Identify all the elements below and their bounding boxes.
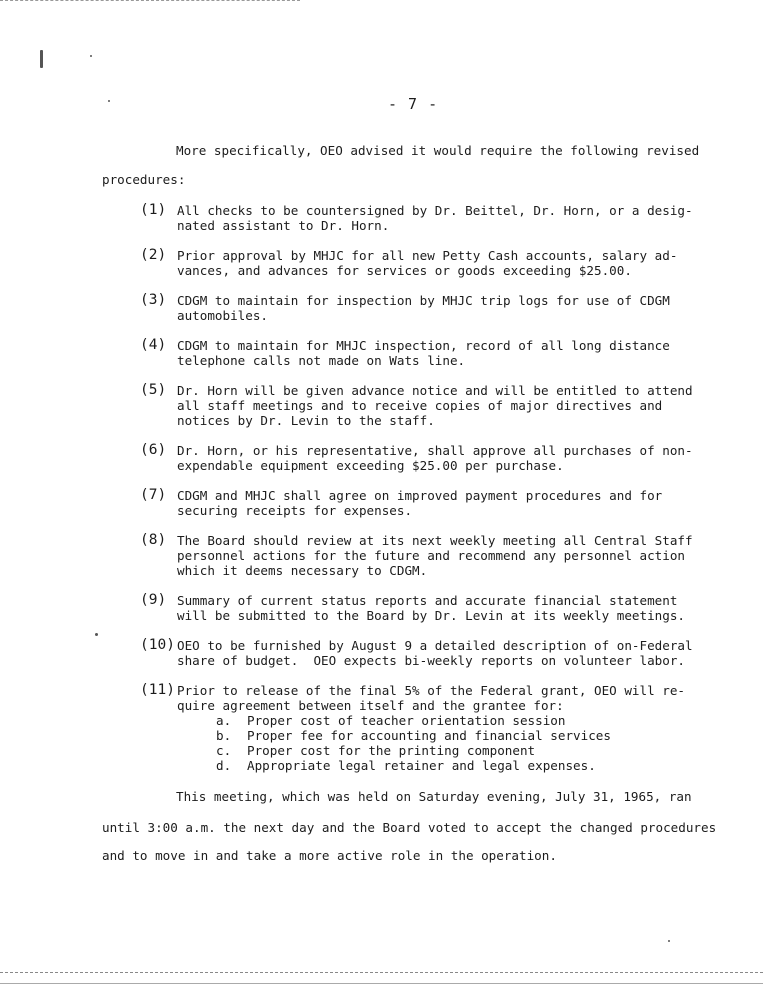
item-text — [177, 338, 670, 368]
item-text-line: securing receipts for expenses. — [177, 503, 413, 518]
closing-line-2: until 3:00 a.m. the next day and the Board voted to accept the changed procedures — [102, 820, 717, 835]
item-text — [177, 488, 662, 518]
item-number: (9) — [140, 592, 167, 608]
item-number: (4) — [140, 337, 167, 353]
subitem-letter: d. — [216, 758, 232, 773]
item-number: (3) — [140, 292, 167, 308]
subitem-text: Proper cost of teacher orientation session — [247, 713, 566, 728]
item-text-line: which it deems necessary to CDGM. — [177, 563, 428, 578]
scan-speck — [90, 55, 92, 57]
subitem-text: Proper cost for the printing component — [247, 743, 536, 758]
item-text-line: Prior approval by MHJC for all new Petty Cash accounts, salary ad- — [177, 248, 678, 263]
item-text-line: notices by Dr. Levin to the staff. — [177, 413, 435, 428]
bottom-edge-rule — [0, 972, 763, 973]
item-text-line: Summary of current status reports and accurate financial statement — [177, 593, 678, 608]
scan-speck — [668, 940, 670, 942]
intro-line-1: More specifically, OEO advised it would require the following revised — [176, 143, 700, 158]
item-number: (7) — [140, 487, 167, 503]
item-text-line: telephone calls not made on Wats line. — [177, 353, 466, 368]
closing-line-1: This meeting, which was held on Saturday evening, July 31, 1965, ran — [176, 789, 692, 804]
item-text-line: will be submitted to the Board by Dr. Levin at its weekly meetings. — [177, 608, 685, 623]
scan-speck — [108, 100, 110, 102]
subitem-letter: b. — [216, 728, 232, 743]
item-text-line: Dr. Horn will be given advance notice and will be entitled to attend — [177, 383, 693, 398]
item-text — [177, 638, 693, 668]
subitem-text: Appropriate legal retainer and legal expenses. — [247, 758, 596, 773]
item-text-line: CDGM and MHJC shall agree on improved payment procedures and for — [177, 488, 663, 503]
item-text-line: The Board should review at its next weekly meeting all Central Staff — [177, 533, 693, 548]
subitem-letter: c. — [216, 743, 232, 758]
closing-line-3: and to move in and take a more active role in the operation. — [102, 848, 557, 863]
item-text-line: nated assistant to Dr. Horn. — [177, 218, 390, 233]
subitem — [216, 728, 611, 743]
item-number: (8) — [140, 532, 167, 548]
subitem-text: Proper fee for accounting and financial services — [247, 728, 611, 743]
item-text-line: OEO to be furnished by August 9 a detailed description of on-Federal — [177, 638, 693, 653]
item-text-line: vances, and advances for services or goods exceeding $25.00. — [177, 263, 632, 278]
item-text-line: quire agreement between itself and the grantee for: — [177, 698, 564, 713]
subitem — [216, 758, 596, 773]
item-text-line: all staff meetings and to receive copies of major directives and — [177, 398, 663, 413]
item-text — [177, 683, 685, 713]
item-text-line: CDGM to maintain for MHJC inspection, record of all long distance — [177, 338, 670, 353]
scan-mark — [40, 50, 43, 68]
item-number: (10) — [140, 637, 175, 653]
bottom-edge-line — [0, 983, 763, 984]
item-number: (6) — [140, 442, 167, 458]
item-text — [177, 533, 693, 578]
item-text-line: CDGM to maintain for inspection by MHJC trip logs for use of CDGM — [177, 293, 670, 308]
item-number: (11) — [140, 682, 175, 698]
item-text-line: share of budget. OEO expects bi-weekly reports on volunteer labor. — [177, 653, 685, 668]
item-text — [177, 383, 693, 428]
item-text — [177, 443, 693, 473]
item-text — [177, 203, 693, 233]
item-text — [177, 293, 670, 323]
item-text-line: automobiles. — [177, 308, 268, 323]
item-text-line: Dr. Horn, or his representative, shall approve all purchases of non- — [177, 443, 693, 458]
item-text — [177, 593, 685, 623]
scan-speck — [95, 633, 98, 636]
intro-line-2: procedures: — [102, 172, 186, 187]
page-number: - 7 - — [388, 95, 439, 113]
subitem — [216, 713, 565, 728]
subitem — [216, 743, 535, 758]
item-number: (2) — [140, 247, 167, 263]
top-edge-rule — [0, 0, 300, 1]
item-text — [177, 248, 677, 278]
item-number: (5) — [140, 382, 167, 398]
subitem-letter: a. — [216, 713, 232, 728]
item-text-line: expendable equipment exceeding $25.00 per purchase. — [177, 458, 564, 473]
item-number: (1) — [140, 202, 167, 218]
item-text-line: Prior to release of the final 5% of the Federal grant, OEO will re- — [177, 683, 685, 698]
item-text-line: All checks to be countersigned by Dr. Beittel, Dr. Horn, or a desig- — [177, 203, 693, 218]
item-text-line: personnel actions for the future and recommend any personnel action — [177, 548, 685, 563]
